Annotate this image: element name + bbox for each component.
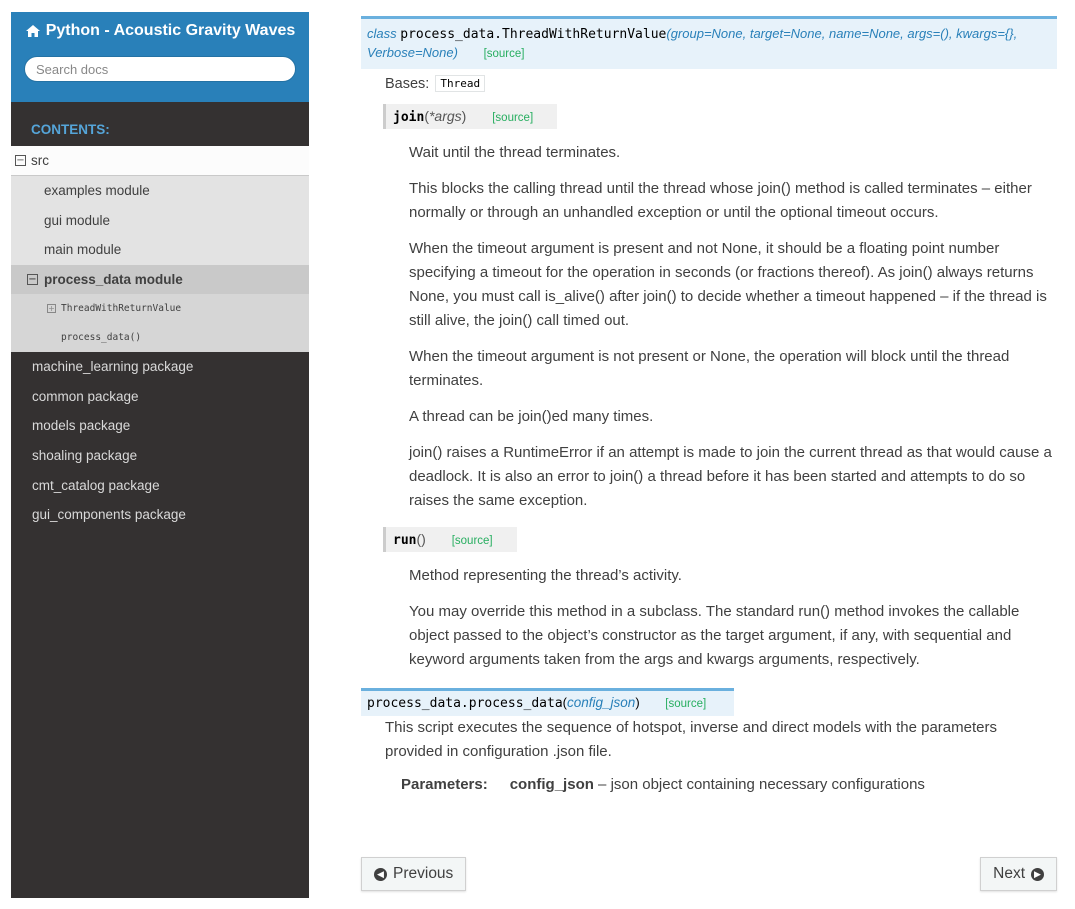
toc-item-examples-module[interactable]: examples module [11, 176, 309, 206]
toc-item-src[interactable] [11, 146, 309, 176]
function-param: config_json [567, 695, 636, 710]
toc-item-gui-module[interactable]: gui module [11, 206, 309, 236]
previous-button[interactable] [361, 857, 466, 891]
home-icon [25, 24, 41, 38]
source-link[interactable]: [source] [492, 112, 534, 124]
function-description: This script executes the sequence of hotspot, inverse and direct models with the parameters provided in configuration .json file. [385, 719, 997, 760]
sidebar-header [11, 12, 309, 102]
next-label: Next [993, 865, 1025, 882]
parameter-description: – json object containing necessary configurations [593, 776, 925, 793]
run-signature: run() [source] [383, 527, 517, 552]
toc-item-process-data-fn[interactable]: process_data() [11, 323, 309, 352]
toc-caption: CONTENTS: [31, 122, 110, 137]
toc-item-label: src [31, 152, 49, 168]
join-paragraph: join() raises a RuntimeError if an attempt is made to join the current thread as that would cause a deadlock. It is also an error to join() a thread before it has been started and attempts to do so raises the same exception. [409, 444, 1052, 509]
parameters-label: Parameters: [401, 776, 488, 793]
toc-item-shoaling[interactable]: shoaling package [32, 448, 138, 464]
search-input[interactable] [24, 56, 296, 82]
join-signature: join(*args) [source] [383, 104, 557, 129]
join-paragraph: When the timeout argument is not present or None, the operation will block until the thread terminates. [409, 348, 1010, 389]
class-keyword: class [367, 26, 397, 41]
join-paragraph: This blocks the calling thread until the thread whose join() method is called terminates – either normally or through an unhandled exception or until the optional timeout occurs. [409, 180, 1032, 221]
source-link[interactable]: [source] [483, 48, 525, 60]
project-title: Python - Acoustic Gravity Waves [45, 22, 296, 39]
toc-item-common[interactable]: common package [32, 388, 139, 404]
function-signature: process_data.process_data(config_json) [source] [361, 688, 734, 716]
main-content [361, 12, 1057, 882]
package-list [11, 352, 309, 530]
class-name: process_data.ThreadWithReturnValue [400, 27, 667, 42]
arrow-right-circle-icon: ▶ [1031, 868, 1044, 881]
run-paragraph: You may override this method in a subclass. The standard run() method invokes the callable object passed to the object’s constructor as the target argument, if any, with sequential and keyword arguments taken from the args and kwargs arguments, respectively. [409, 603, 1020, 668]
source-link[interactable]: [source] [665, 698, 707, 710]
toc-item-label: ThreadWithReturnValue [61, 303, 182, 314]
expand-icon[interactable]: + [48, 304, 55, 313]
method-name: join [393, 110, 425, 125]
join-paragraph: Wait until the thread terminates. [409, 144, 621, 161]
toc-item-gui-components[interactable]: gui_components package [32, 507, 186, 523]
next-button[interactable] [980, 857, 1057, 891]
parameter-entry [510, 776, 925, 793]
class-params: (group=None, target=None, name=None, args=(), kwargs={}, Verbose=None) [367, 26, 1018, 60]
toc-tree [11, 146, 309, 352]
parameters-field [401, 776, 1057, 793]
collapse-icon[interactable]: − [28, 274, 37, 286]
toc-item-threadwithreturnvalue[interactable] [11, 294, 309, 323]
project-home-link[interactable] [25, 22, 296, 40]
bases-value: Thread [435, 75, 485, 92]
join-paragraph: When the timeout argument is present and not None, it should be a floating point number specifying a timeout for the operation in seconds (or fractions thereof). As join() always returns None, you must call is_alive() after join() to decide whether a timeout happened – if the thread is still alive, the join() call timed out. [409, 240, 1047, 329]
toc-item-main-module[interactable]: main module [11, 235, 309, 265]
collapse-icon[interactable]: − [16, 155, 25, 166]
function-name: process_data.process_data [367, 696, 563, 711]
parameter-name: config_json [509, 776, 594, 793]
previous-label: Previous [393, 865, 454, 882]
toc-item-machine-learning[interactable]: machine_learning package [32, 359, 194, 374]
bases-label: Bases: [385, 75, 430, 92]
toc-item-models[interactable]: models package [32, 418, 131, 434]
sidebar [11, 12, 309, 898]
arrow-left-circle-icon: ◀ [374, 868, 387, 881]
toc-item-cmt-catalog[interactable]: cmt_catalog package [32, 477, 160, 493]
toc-item-label: process_data module [44, 272, 183, 287]
toc-item-process-data-module[interactable] [11, 265, 309, 295]
class-signature [361, 16, 1057, 69]
join-paragraph: A thread can be join()ed many times. [409, 408, 654, 425]
bases-line [385, 75, 1057, 92]
method-name: run [393, 533, 417, 548]
source-link[interactable]: [source] [451, 535, 493, 547]
run-paragraph: Method representing the thread’s activity. [409, 567, 682, 584]
method-param: *args [428, 108, 462, 124]
